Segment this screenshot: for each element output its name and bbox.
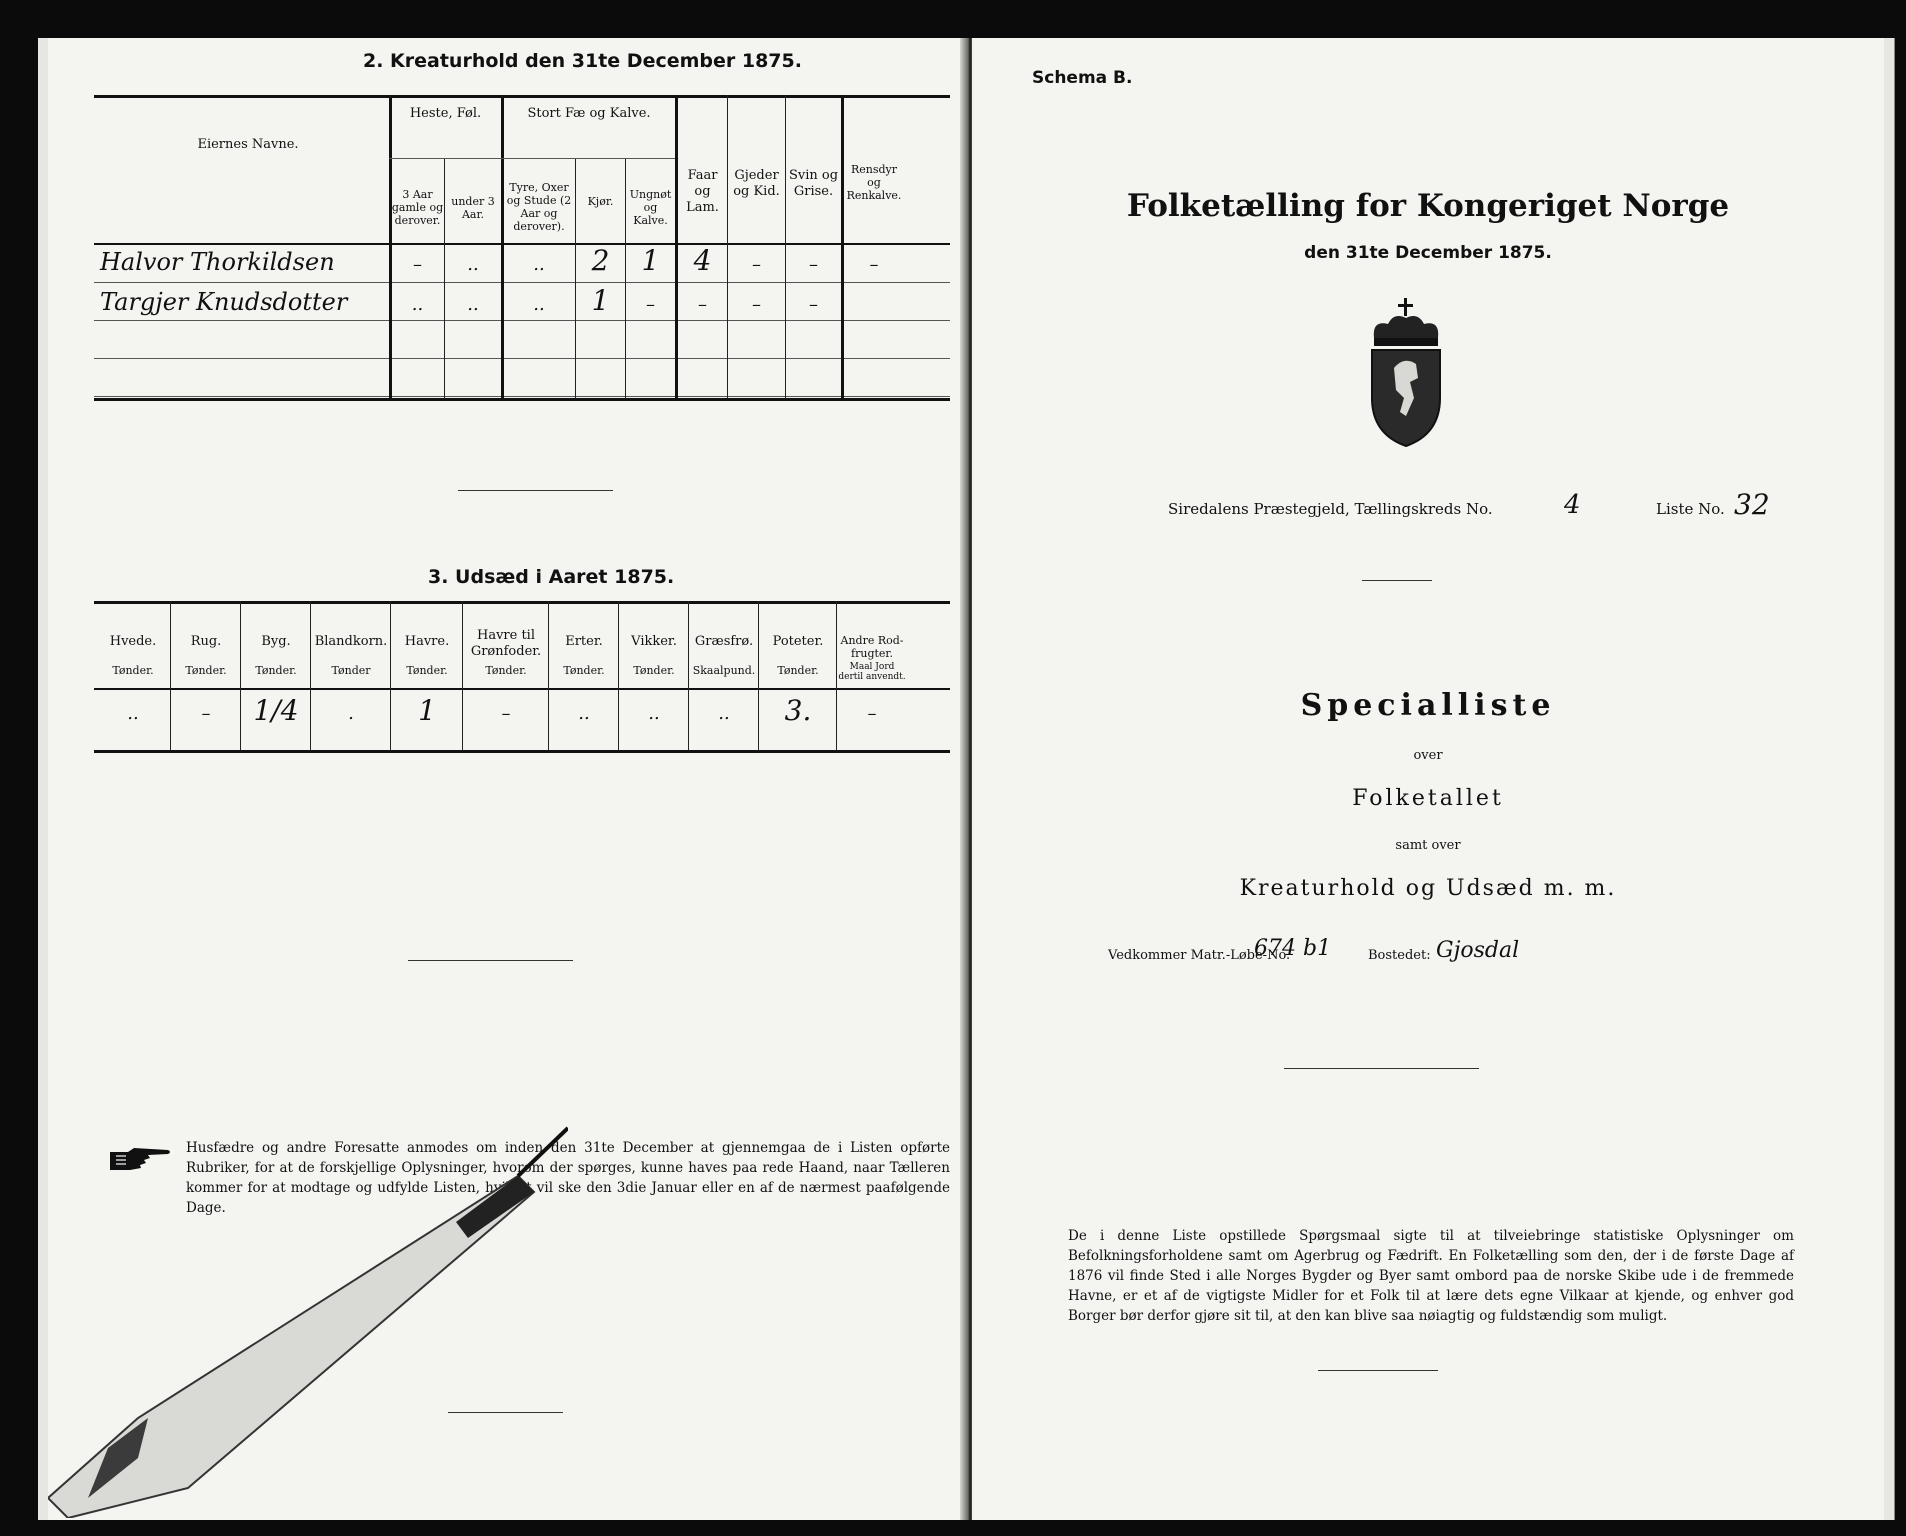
- crop-value: 3.: [784, 694, 812, 727]
- table2-top-rule: [94, 95, 950, 98]
- schema-label: Schema B.: [1032, 68, 1133, 88]
- cell: –: [413, 254, 422, 275]
- over-text: over: [1413, 748, 1443, 763]
- owner-name-2: Targjer Knudsdotter: [100, 288, 348, 316]
- crop-header: Andre Rod-frugter.: [840, 634, 904, 660]
- owner-name-header: Eiernes Navne.: [197, 137, 299, 152]
- left-page: [48, 38, 968, 1520]
- cell: ..: [533, 294, 545, 315]
- crop-unit: Tønder.: [185, 664, 227, 677]
- crop-value: –: [201, 703, 211, 724]
- cell: 2: [591, 244, 610, 277]
- crop-unit: Tønder.: [633, 664, 675, 677]
- bosted-value: Gjosdal: [1436, 938, 1520, 963]
- section2-title: 2. Kreaturhold den 31te December 1875.: [363, 50, 802, 72]
- crop-header: Hvede.: [109, 634, 157, 649]
- crop-unit: Maal Jord dertil anvendt.: [838, 662, 906, 682]
- footer-text: De i denne Liste opstillede Spørgsmaal sigte til at tilveiebringe statistiske Oplysninger om Befolkningsforholdene samt om Agerbrug og Fædrift. En Folketælling som den, der i de første Dage af 1876 vil finde Sted i alle Norges Bygder og Byer samt ombord paa de norske Skibe ude i de fremmede Havne, er et af de vigtigste Midler for et Folk til at lære dets egne Vilkaar at kjende, og enhver god Borger bør derfor gjøre sit til, at den kan blive saa nøiagtig og fuldstændig som muligt.: [1068, 1228, 1794, 1324]
- samt-over-text: samt over: [1395, 838, 1461, 853]
- crop-value: –: [501, 703, 511, 724]
- crop-header: Byg.: [261, 634, 291, 649]
- pen-artifact: [48, 1118, 568, 1518]
- cell: –: [809, 254, 818, 275]
- crop-unit: Skaalpund.: [692, 664, 756, 677]
- cell: –: [869, 254, 879, 275]
- crop-header: Vikker.: [631, 634, 677, 649]
- liste-label: Liste No.: [1656, 500, 1725, 518]
- cell: –: [752, 294, 761, 315]
- crop-unit: Tønder.: [406, 664, 448, 677]
- cell: 1: [591, 284, 610, 317]
- crop-value: –: [867, 703, 877, 724]
- crop-unit: Tønder.: [485, 664, 527, 677]
- crop-header: Græsfrø.: [694, 634, 754, 649]
- right-page: [972, 38, 1884, 1520]
- crop-value: 1: [418, 694, 436, 727]
- matr-number: 674 b1: [1254, 936, 1332, 961]
- crop-header: Erter.: [565, 634, 603, 649]
- crop-value: .: [348, 703, 354, 724]
- crop-unit: Tønder.: [777, 664, 819, 677]
- cell: –: [646, 294, 655, 315]
- col-ungnot: Ungnøt og Kalve.: [629, 188, 672, 227]
- col-under3: under 3 Aar.: [451, 195, 495, 221]
- folketallet-text: Folketallet: [1352, 786, 1504, 811]
- section3-title: 3. Udsæd i Aaret 1875.: [428, 566, 675, 588]
- crop-unit: Tønder.: [563, 664, 605, 677]
- crop-header: Poteter.: [772, 634, 824, 649]
- col-rensdyr: Rensdyr og Renkalve.: [846, 163, 902, 202]
- crop-header: Blandkorn.: [314, 634, 388, 649]
- notice-text: Husfædre og andre Foresatte anmodes om inden den 31te December at gjennemgaa de i Listen opførte Rubriker, for at de forskjellige Oplysninger, hvorom der spørges, kunne haves paa rede Haand, naar Tælleren kommer for at modtage og udfylde Listen, hvilket vil ske den 3die Januar eller en af de nærmest paafølgende Dage.: [186, 1140, 950, 1216]
- page-edge-right: [1884, 38, 1895, 1520]
- specialliste-title: Specialliste: [1300, 688, 1556, 723]
- owner-name-1: Halvor Thorkildsen: [100, 248, 335, 276]
- crop-value: ..: [127, 703, 139, 724]
- cell: ..: [467, 294, 479, 315]
- date-line: den 31te December 1875.: [1304, 243, 1552, 263]
- col-tyre: Tyre, Oxer og Stude (2 Aar og derover).: [506, 181, 572, 233]
- cell: 4: [693, 244, 712, 277]
- main-title: Folketælling for Kongeriget Norge: [1126, 188, 1730, 224]
- stort-fae-header: Stort Fæ og Kalve.: [527, 106, 651, 121]
- cell: –: [752, 254, 761, 275]
- crop-value: 1/4: [253, 694, 299, 727]
- crop-header: Havre til Grønfoder.: [470, 628, 542, 659]
- crop-value: ..: [648, 703, 660, 724]
- col-svin: Svin og Grise.: [788, 168, 839, 199]
- matr-label: Vedkommer Matr.-Løbe-No.: [1108, 948, 1291, 963]
- col-gjeder: Gjeder og Kid.: [733, 168, 780, 199]
- crop-unit: Tønder: [331, 664, 371, 677]
- cell: –: [698, 294, 707, 315]
- table2-bottom-rule: [94, 398, 950, 401]
- bosted-label: Bostedet:: [1368, 948, 1431, 963]
- cell: ..: [533, 254, 545, 275]
- kreaturhold-text: Kreaturhold og Udsæd m. m.: [1239, 876, 1617, 901]
- district-label: Siredalens Præstegjeld, Tællingskreds No.: [1168, 500, 1493, 518]
- coat-of-arms-icon: [1364, 298, 1448, 448]
- col-faar: Faar og Lam.: [686, 168, 719, 215]
- crop-value: ..: [718, 703, 730, 724]
- col-kjor: Kjør.: [587, 195, 614, 208]
- heste-header: Heste, Føl.: [409, 106, 482, 121]
- crop-header: Havre.: [404, 634, 450, 649]
- col-3aar: 3 Aar gamle og derover.: [391, 188, 444, 227]
- cell: ..: [467, 254, 479, 275]
- crop-unit: Tønder.: [255, 664, 297, 677]
- crop-value: ..: [578, 703, 590, 724]
- liste-number: 32: [1734, 488, 1770, 521]
- crop-header: Rug.: [190, 634, 222, 649]
- crop-unit: Tønder.: [112, 664, 154, 677]
- cell: 1: [641, 244, 660, 277]
- cell: –: [809, 294, 818, 315]
- district-number: 4: [1564, 490, 1581, 520]
- table2-header-rule: [94, 243, 950, 245]
- cell: ..: [411, 294, 424, 315]
